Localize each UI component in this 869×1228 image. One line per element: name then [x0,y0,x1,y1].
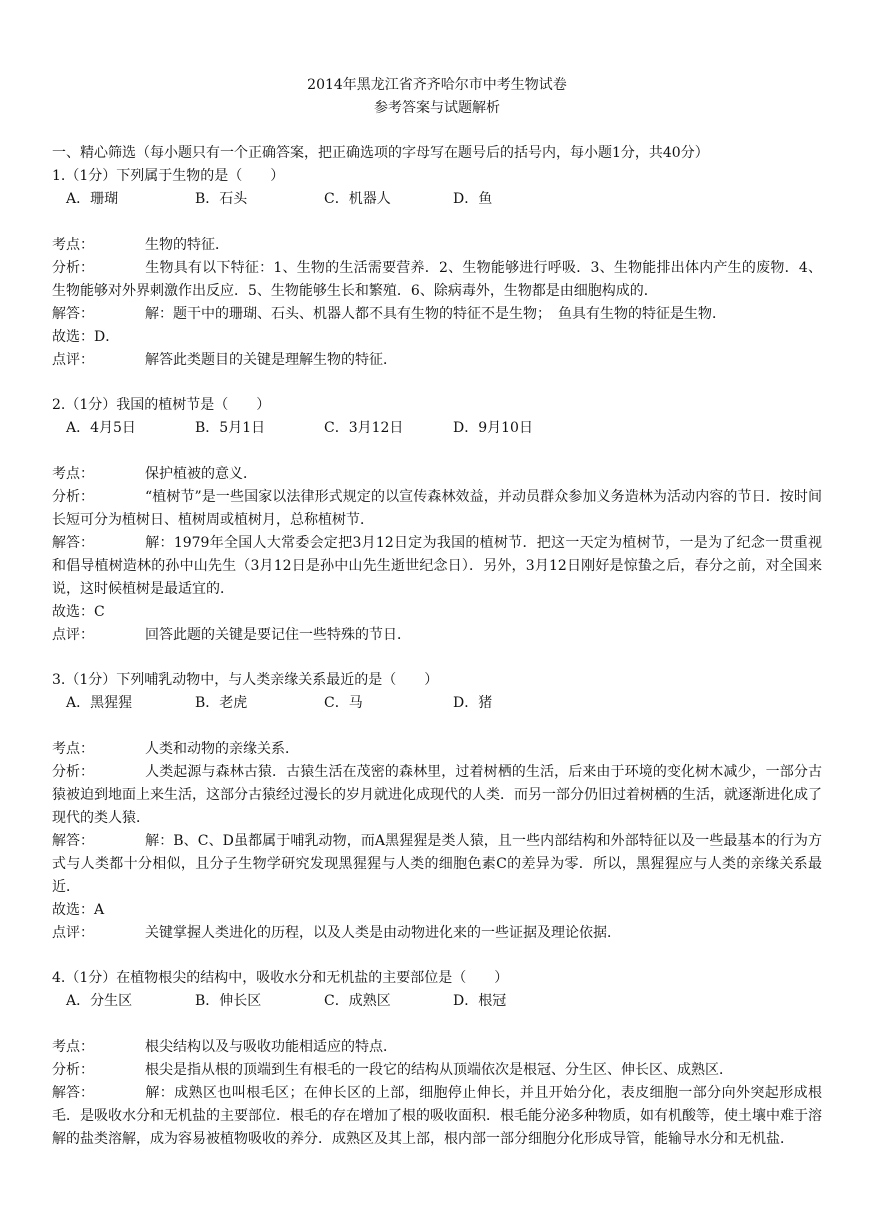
question-4 [52,967,822,1151]
option-c: C．3月12日 [324,420,404,436]
pingping-text: 回答此题的关键是要记住一些特殊的节日． [145,627,411,643]
pingping-text: 关键掌握人类进化的历程，以及人类是由动物进化来的一些证据及理论依据． [145,925,621,941]
question-options [52,417,822,440]
kaodian-label: 考点： [52,237,94,253]
fenxi-text: 人类起源与森林古猿．古猿生活在茂密的森林里，过着树栖的生活，后来由于环境的变化树木减少，一部分古猿被迫到地面上来生活，这部分古猿经过漫长的岁月就进化成现代的人类．而另一部分仍旧过着树栖的生活，就逐渐进化成了现代的类人猿． [52,764,822,826]
jieda-label: 解答： [52,1085,94,1101]
pingping-label: 点评： [52,352,94,368]
fenxi-label: 分析： [52,489,94,505]
option-a: A．珊瑚 [66,191,119,207]
option-a: A．4月5日 [66,420,136,436]
fenxi-text: “植树节”是一些国家以法律形式规定的以宣传森林效益，并动员群众参加义务造林为活动内容的节日．按时间长短可分为植树日、植树周或植树月，总称植树节． [52,489,822,528]
option-d: D．根冠 [453,993,507,1009]
kaodian-label: 考点： [52,741,94,757]
option-a: A．黑猩猩 [66,695,133,711]
kaodian-text: 根尖结构以及与吸收功能相适应的特点． [145,1039,397,1055]
kaodian-row [52,738,822,761]
kaodian-text: 生物的特征． [145,237,229,253]
question-options [52,990,822,1013]
option-c: C．机器人 [324,191,391,207]
kaodian-text: 人类和动物的亲缘关系． [145,741,299,757]
pingping-row [52,922,822,945]
jieda-label: 解答： [52,306,94,322]
pingping-text: 解答此类题目的关键是理解生物的特征． [145,352,397,368]
jieda-row [52,1082,822,1151]
kaodian-row [52,463,822,486]
jieda-label: 解答： [52,833,94,849]
kaodian-label: 考点： [52,466,94,482]
option-b: B．伸长区 [195,993,262,1009]
option-d: D．9月10日 [453,420,533,436]
kaodian-row [52,234,822,257]
jieda-row [52,303,822,326]
pingping-label: 点评： [52,925,94,941]
jieda-label: 解答： [52,535,94,551]
option-b: B．老虎 [195,695,248,711]
fenxi-row [52,257,822,303]
jieda-text: 解：题干中的珊瑚、石头、机器人都不具有生物的特征不是生物； 鱼具有生物的特征是生物． [145,306,726,322]
pingping-row [52,624,822,647]
fenxi-text: 生物具有以下特征：1、生物的生活需要营养．2、生物能够进行呼吸．3、生物能排出体内产生的废物．4、生物能够对外界刺激作出反应．5、生物能够生长和繁殖．6、除病毒外，生物都是由细胞构成的． [52,260,822,299]
pingping-label: 点评： [52,627,94,643]
question-options [52,188,822,211]
document-title: 2014年黑龙江省齐齐哈尔市中考生物试卷 [307,77,567,93]
fenxi-label: 分析： [52,764,94,780]
question-options [52,692,822,715]
fenxi-row [52,1059,822,1082]
option-c: C．马 [324,695,363,711]
answer-text: 故选：D． [52,329,120,345]
option-b: B．5月1日 [195,420,266,436]
option-d: D．鱼 [453,191,493,207]
question-stem: 2.（1分）我国的植树节是（ ） [52,397,271,413]
fenxi-label: 分析： [52,260,94,276]
answer-text: 故选：C [52,604,105,620]
jieda-row [52,532,822,601]
answer-text: 故选：A [52,902,105,918]
fenxi-row [52,486,822,532]
fenxi-text: 根尖是指从根的顶端到生有根毛的一段它的结构从顶端依次是根冠、分生区、伸长区、成熟区． [145,1062,733,1078]
question-2 [52,394,822,669]
question-stem: 1.（1分）下列属于生物的是（ ） [52,168,285,184]
question-stem: 4.（1分）在植物根尖的结构中，吸收水分和无机盐的主要部位是（ ） [52,970,509,986]
fenxi-row [52,761,822,830]
pingping-row [52,349,822,372]
option-c: C．成熟区 [324,993,391,1009]
question-3 [52,669,822,967]
jieda-text: 解：B、C、D虽都属于哺乳动物，而A黑猩猩是类人猿，且一些内部结构和外部特征以及一些最基本的行为方式与人类都十分相似，且分子生物学研究发现黑猩猩与人类的细胞色素C的差异为零．所以，黑猩猩应与人类的亲缘关系最近． [52,833,822,895]
section-heading: 一、精心筛选（每小题只有一个正确答案，把正确选项的字母写在题号后的括号内，每小题1分，共40分） [52,145,709,161]
kaodian-label: 考点： [52,1039,94,1055]
jieda-text: 解：1979年全国人大常委会定把3月12日定为我国的植树节．把这一天定为植树节，一是为了纪念一贯重视和倡导植树造林的孙中山先生（3月12日是孙中山先生逝世纪念日）．另外，3月12日刚好是惊蛰之后，春分之前，对全国来说，这时候植树是最适宜的． [52,535,822,597]
option-a: A．分生区 [66,993,133,1009]
kaodian-text: 保护植被的意义． [145,466,257,482]
question-stem: 3.（1分）下列哺乳动物中，与人类亲缘关系最近的是（ ） [52,672,439,688]
option-b: B．石头 [195,191,248,207]
jieda-row [52,830,822,899]
fenxi-label: 分析： [52,1062,94,1078]
question-1 [52,165,822,394]
kaodian-row [52,1036,822,1059]
jieda-text: 解：成熟区也叫根毛区；在伸长区的上部，细胞停止伸长，并且开始分化，表皮细胞一部分向外突起形成根毛．是吸收水分和无机盐的主要部位．根毛的存在增加了根的吸收面积．根毛能分泌多种物质，如有机酸等，使土壤中难于溶解的盐类溶解，成为容易被植物吸收的养分．成熟区及其上部，根内部一部分细胞分化形成导管，能输导水分和无机盐． [52,1085,822,1147]
document-subtitle: 参考答案与试题解析 [374,100,500,116]
option-d: D．猪 [453,695,493,711]
exam-document [52,74,822,1151]
